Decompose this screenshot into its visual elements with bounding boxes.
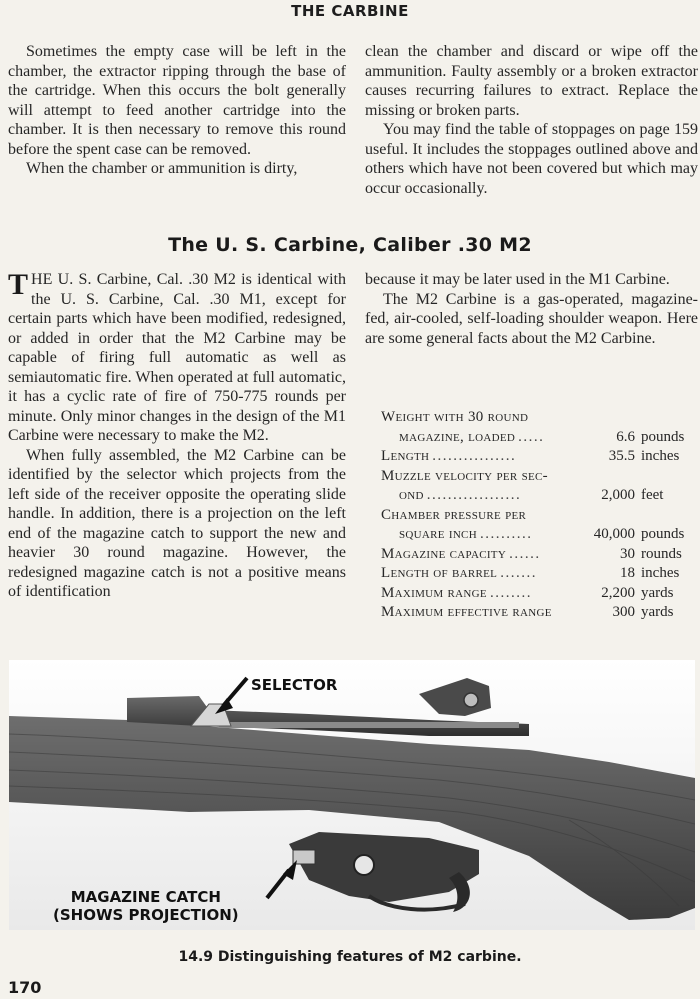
spec-row bbox=[381, 506, 693, 526]
spec-row bbox=[381, 564, 693, 584]
paragraph: The M2 Carbine is a gas-operated, magazine-fed, air-cooled, self-loading shoulder weapon. Here are some general facts about the M2 Carbine. bbox=[365, 290, 698, 347]
figure-caption: 14.9 Distinguishing features of M2 carbine. bbox=[178, 949, 522, 965]
spec-label: magazine, loaded bbox=[399, 428, 516, 445]
spec-label: Weight with 30 round bbox=[381, 409, 529, 425]
section-column-left bbox=[8, 270, 346, 602]
spec-unit: yards bbox=[641, 584, 674, 601]
spec-value: 2,000 bbox=[601, 487, 635, 503]
spec-value: 6.6 bbox=[616, 428, 635, 445]
magazine-catch-label-line2: (SHOWS PROJECTION) bbox=[53, 906, 239, 924]
paragraph: clean the chamber and discard or wipe off the ammunition. Faulty assembly or a broken extractor causes recurring failures to extract. Replace the missing or broken parts. bbox=[365, 43, 698, 119]
spec-label: Chamber pressure per bbox=[381, 506, 527, 523]
spec-value: 30 bbox=[620, 545, 635, 562]
carbine-photo bbox=[9, 660, 695, 930]
spec-row bbox=[381, 584, 693, 604]
page-number: 170 bbox=[8, 978, 42, 997]
paragraph: You may find the table of stoppages on page 159 useful. It includes the stoppages outlined above and others which have not been covered but which may occur occasionally. bbox=[365, 121, 698, 197]
spec-unit: feet bbox=[641, 487, 664, 503]
spec-unit: inches bbox=[641, 448, 680, 464]
section-title: The U. S. Carbine, Caliber .30 M2 bbox=[168, 234, 532, 256]
leader-dots: ................ bbox=[432, 448, 517, 464]
top-column-left bbox=[8, 42, 346, 179]
spec-row bbox=[381, 525, 693, 545]
leader-dots: ..... bbox=[518, 428, 545, 445]
leader-dots: ........ bbox=[489, 584, 532, 601]
spec-label: Length of barrel bbox=[381, 565, 498, 581]
leader-dots: .................. bbox=[426, 487, 522, 503]
magazine-catch-label-line1: MAGAZINE CATCH bbox=[70, 888, 221, 906]
spec-unit: pounds bbox=[641, 428, 685, 445]
selector-label: SELECTOR bbox=[251, 676, 338, 694]
paragraph-text: HE U. S. Carbine, Cal. .30 M2 is identical with the U. S. Carbine, Cal. .30 M1, except for certain parts which have been modified, redesigned, or added in order that the M2 Carbine may be capable of firing full automatic as well as semiautomatic fire. When operated at full automatic, it has a cyclic rate of fire of 750-775 rounds per minute. Only minor changes in the design of the M1 Carbine were necessary to make the M2. bbox=[8, 271, 346, 444]
spec-value: 2,200 bbox=[601, 584, 635, 601]
leader-dots: ...... bbox=[509, 545, 541, 562]
spec-value: 18 bbox=[620, 565, 635, 581]
leader-dots: ....... bbox=[500, 565, 537, 581]
section-column-right bbox=[365, 270, 698, 348]
spec-label: square inch bbox=[399, 526, 477, 542]
spec-row bbox=[381, 545, 693, 565]
sight-knob bbox=[464, 693, 478, 707]
paragraph: Sometimes the empty case will be left in the chamber, the extractor ripping through the base of the cartridge. When this occurs the bolt generally will attempt to feed another cartridge into the chamber. It is then necessary to remove this round before the spent case can be removed. bbox=[8, 43, 346, 158]
spec-label: Length bbox=[381, 448, 430, 464]
spec-value: 40,000 bbox=[593, 526, 635, 542]
spec-label: Magazine capacity bbox=[381, 545, 507, 562]
paragraph: When fully assembled, the M2 Carbine can be identified by the selector which projects from the left side of the receiver opposite the operating slide handle. In addition, there is a projection on the left end of the magazine catch to support the new and heavier 30 round magazine. However, the redesigned magazine catch is not a positive means of identification bbox=[8, 446, 346, 600]
spec-unit: inches bbox=[641, 565, 680, 581]
spec-row bbox=[381, 603, 693, 623]
spec-unit: yards bbox=[641, 604, 674, 620]
spec-unit: pounds bbox=[641, 526, 685, 542]
leader-dots: .......... bbox=[479, 526, 533, 542]
barrel-band bbox=[219, 722, 519, 728]
spec-label: ond bbox=[399, 487, 424, 503]
spec-value: 35.5 bbox=[608, 448, 635, 464]
spec-row bbox=[381, 486, 693, 506]
running-head: THE CARBINE bbox=[291, 2, 409, 20]
spec-value: 300 bbox=[612, 604, 635, 620]
drop-cap: T bbox=[8, 268, 29, 301]
spec-row bbox=[381, 408, 693, 428]
spec-label: Maximum range bbox=[381, 584, 487, 601]
magazine-catch-label bbox=[53, 888, 239, 924]
spec-unit: rounds bbox=[641, 545, 682, 562]
spec-row bbox=[381, 428, 693, 448]
top-column-right bbox=[365, 42, 698, 198]
spec-row bbox=[381, 447, 693, 467]
spec-label: Maximum effective range bbox=[381, 604, 552, 620]
spec-table bbox=[381, 408, 693, 623]
paragraph: When the chamber or ammunition is dirty, bbox=[26, 160, 298, 177]
spec-label: Muzzle velocity per sec- bbox=[381, 467, 548, 484]
trigger-pin bbox=[354, 855, 374, 875]
paragraph: because it may be later used in the M1 Carbine. bbox=[365, 271, 670, 288]
spec-row bbox=[381, 467, 693, 487]
paragraph bbox=[8, 270, 346, 446]
